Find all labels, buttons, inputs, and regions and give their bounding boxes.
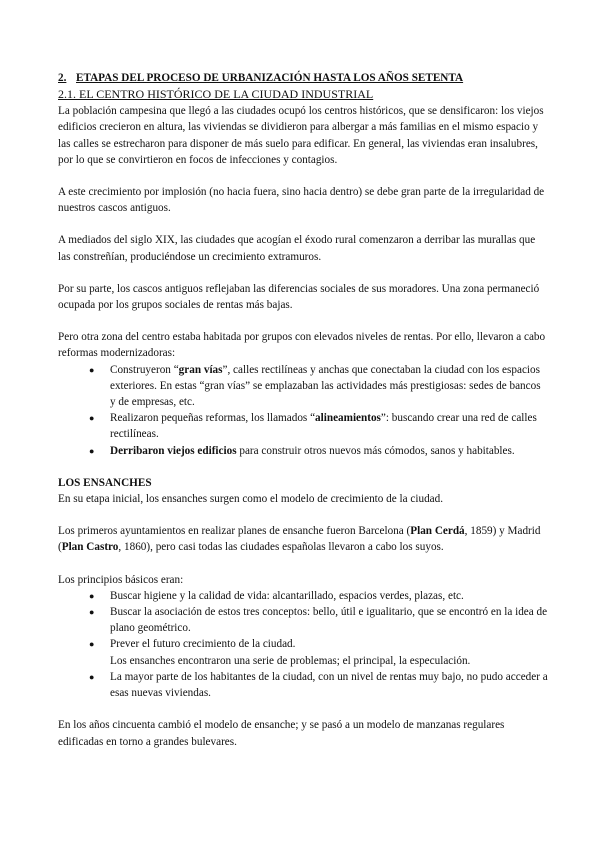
- list-item: ● Realizaron pequeñas reformas, los llamados “alineamientos”: buscando crear una red de calles rectilíneas.: [58, 410, 548, 442]
- ensanches-paragraph-2: Los primeros ayuntamientos en realizar planes de ensanche fueron Barcelona (Plan Cerdá, 1859) y Madrid (Plan Castro, 1860), pero casi todas las ciudades españolas llevaron a cabo los suyos.: [58, 525, 541, 554]
- list-item: ● Buscar higiene y la calidad de vida: alcantarillado, espacios verdes, plazas, etc.: [58, 588, 548, 604]
- section-title: ETAPAS DEL PROCESO DE URBANIZACIÓN HASTA LOS AÑOS SETENTA: [76, 72, 464, 84]
- list-item: ● Construyeron “gran vías”, calles rectilíneas y anchas que conectaban la ciudad con los espacios exteriores. En estas “gran vías” se emplazaban las actividades más prestigiosas: sedes de bancos y de empresas, etc.: [58, 362, 548, 411]
- document-page: [58, 70, 548, 750]
- paragraph-2: A este crecimiento por implosión (no hacia fuera, sino hacia dentro) se debe gran parte de la irregularidad de nuestros cascos antiguos.: [58, 186, 545, 215]
- paragraph-3: A mediados del siglo XIX, las ciudades que acogían el éxodo rural comenzaron a derribar las murallas que las constreñían, produciéndose un crecimiento extramuros.: [58, 234, 536, 263]
- section-number: 2.: [58, 72, 67, 84]
- ensanches-heading: LOS ENSANCHES: [58, 476, 152, 489]
- list-item: ● La mayor parte de los habitantes de la ciudad, con un nivel de rentas muy bajo, no pudo acceder a esas nuevas viviendas.: [58, 669, 548, 701]
- list-item: Los ensanches encontraron una serie de problemas; el principal, la especulación.: [110, 654, 471, 667]
- subsection-heading: 2.1. EL CENTRO HISTÓRICO DE LA CIUDAD INDUSTRIAL: [58, 87, 374, 102]
- section-heading: [58, 70, 548, 86]
- ensanches-paragraph-3: Los principios básicos eran:: [58, 573, 184, 586]
- ensanches-paragraph-1: En su etapa inicial, los ensanches surgen como el modelo de crecimiento de la ciudad.: [58, 493, 444, 506]
- paragraph-4: Por su parte, los cascos antiguos reflejaban las diferencias sociales de sus moradores. Una zona permaneció ocupada por los grupos sociales de rentas más bajas.: [58, 282, 540, 312]
- list-item: ● Prever el futuro crecimiento de la ciudad.: [58, 636, 548, 652]
- paragraph-5: Pero otra zona del centro estaba habitada por grupos con elevados niveles de rentas. Por ello, llevaron a cabo reformas modernizadoras:: [58, 331, 546, 360]
- principles-list: [58, 588, 548, 701]
- list-item: ● Derribaron viejos edificios para construir otros nuevos más cómodos, sanos y habitables.: [58, 443, 548, 459]
- ensanches-paragraph-4: En los años cincuenta cambió el modelo de ensanche; y se pasó a un modelo de manzanas regulares edificadas en torno a grandes bulevares.: [58, 719, 505, 748]
- reforms-list: [58, 362, 548, 459]
- list-item: ● Buscar la asociación de estos tres conceptos: bello, útil e igualitario, que se encontró en la idea de plano geométrico.: [58, 604, 548, 636]
- paragraph-1: La población campesina que llegó a las ciudades ocupó los centros históricos, que se densificaron: los viejos edificios crecieron en altura, las viviendas se dividieron para albergar a más familias en el mismo espacio y las calles se estrecharon para disponer de más suelo para edificar. En general, las viviendas eran insalubres, por lo que se convirtieron en focos de infecciones y contagios.: [58, 105, 544, 166]
